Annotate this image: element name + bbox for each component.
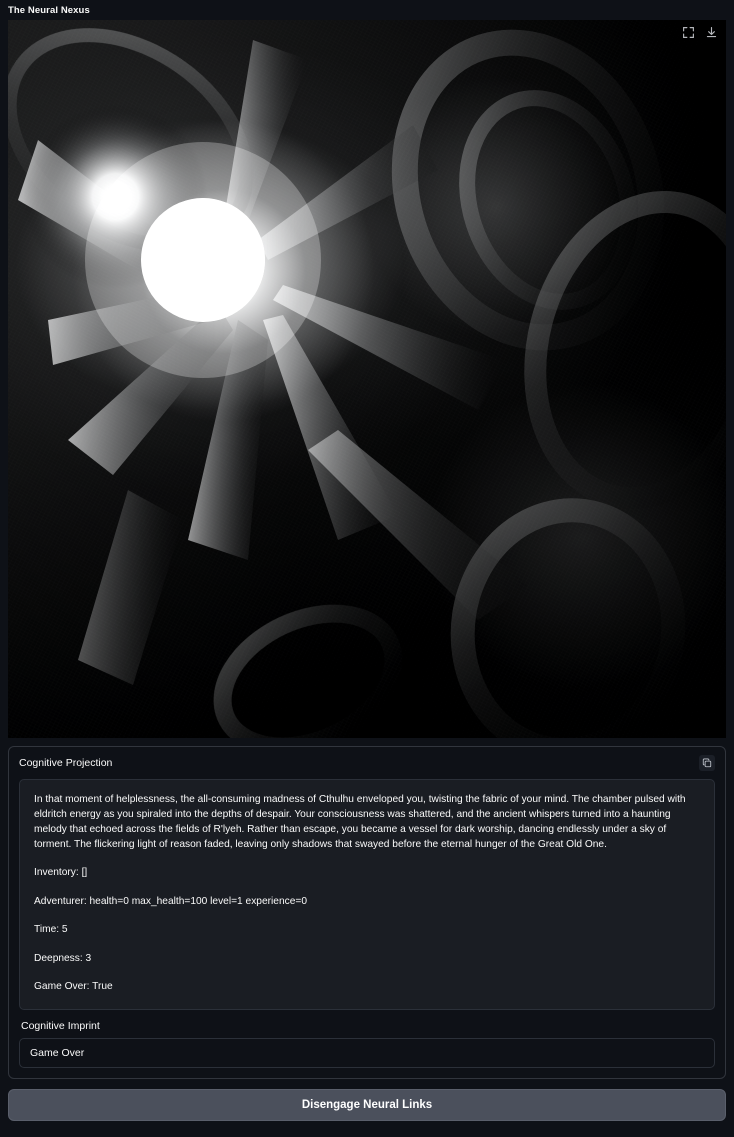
cognitive-projection-title: Cognitive Projection — [19, 757, 113, 769]
title-bar — [0, 0, 734, 20]
deepness-line: Deepness: 3 — [34, 952, 92, 964]
panel-header — [19, 755, 715, 771]
cognitive-imprint-label: Cognitive Imprint — [21, 1019, 100, 1032]
image-toolbar — [678, 24, 722, 41]
artwork-vector — [8, 20, 726, 738]
narrative-text: In that moment of helplessness, the all-consuming madness of Cthulhu enveloped you, twisting the fabric of your mind. The chamber pulsed with eldritch energy as you spiraled into the depths of despair. Your consciousness was shattered, and the ancient whispers turned into a haunting melody that echoed across the fields of R'lyeh. Rather than escape, you became a vessel for dark worship, dancing endlessly under a sky of torment. The flickering light of reason faded, leaving only shadows that swayed before the eternal hunger of the Great Old One. — [34, 794, 686, 850]
inventory-line: Inventory: [] — [34, 867, 88, 878]
fullscreen-icon[interactable] — [682, 26, 695, 39]
generated-image-panel — [8, 20, 726, 738]
game-over-line: Game Over: True — [34, 981, 113, 992]
adventurer-line: Adventurer: health=0 max_health=100 level=1 experience=0 — [34, 895, 307, 907]
cognitive-imprint-value: Game Over — [19, 1038, 715, 1068]
main-content — [0, 20, 734, 1137]
generated-image — [8, 20, 726, 738]
copy-button[interactable] — [699, 755, 715, 771]
cognitive-projection-panel — [8, 746, 726, 1079]
disengage-neural-links-button[interactable]: Disengage Neural Links — [8, 1089, 726, 1121]
download-icon[interactable] — [705, 26, 718, 39]
time-line: Time: 5 — [34, 924, 68, 935]
app-title: The Neural Nexus — [8, 4, 90, 16]
projection-output — [19, 779, 715, 1010]
copy-icon — [702, 758, 712, 768]
